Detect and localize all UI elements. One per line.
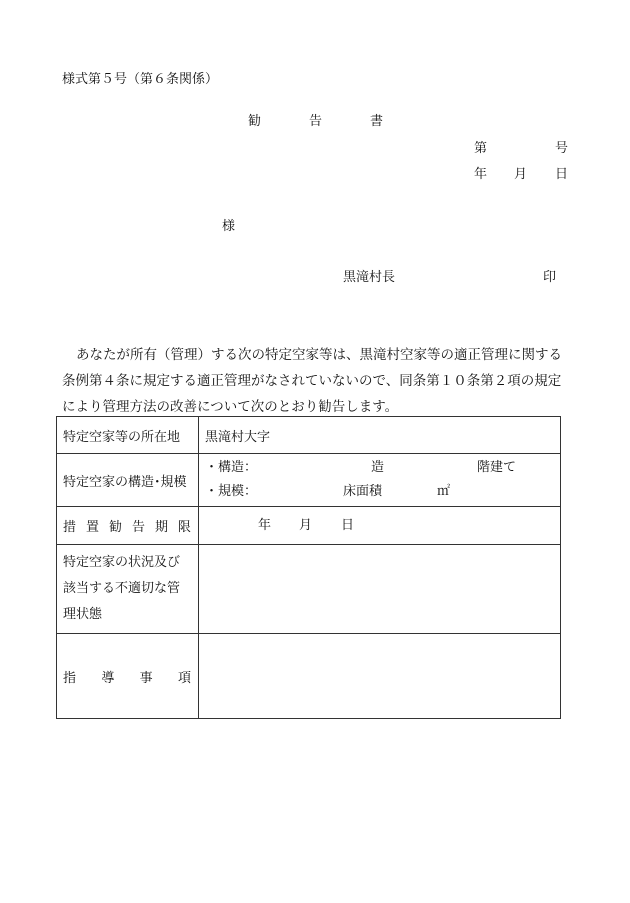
seal-mark: 印 bbox=[543, 270, 557, 285]
recommendation-table bbox=[56, 416, 561, 719]
title-char-2: 告 bbox=[309, 114, 323, 129]
guidance-char-4: 項 bbox=[177, 670, 191, 686]
deadline-char-2: 置 bbox=[85, 520, 99, 535]
structure-prefix: ・構造： bbox=[205, 460, 258, 475]
structure-label: 特定空家の構造･規模 bbox=[57, 454, 199, 507]
document-number-label: 第 bbox=[474, 141, 488, 156]
form-number: 様式第５号（第６条関係） bbox=[62, 72, 219, 87]
guidance-label bbox=[57, 634, 199, 719]
addressee-suffix: 様 bbox=[222, 219, 236, 234]
floor-area-label: 床面積 bbox=[343, 484, 383, 499]
condition-label-line-3: 理状態 bbox=[63, 607, 103, 622]
table-row bbox=[57, 634, 561, 719]
floors-unit: 階建て bbox=[477, 460, 517, 475]
document-number-suffix: 号 bbox=[555, 141, 569, 156]
structure-value bbox=[199, 454, 561, 507]
guidance-char-3: 事 bbox=[139, 670, 153, 686]
condition-label-line-1: 特定空家の状況及び bbox=[63, 555, 181, 570]
date-day-label: 日 bbox=[555, 167, 569, 182]
location-label: 特定空家等の所在地 bbox=[57, 417, 199, 454]
condition-value bbox=[199, 545, 561, 634]
deadline-day: 日 bbox=[341, 517, 355, 533]
table-row bbox=[57, 545, 561, 634]
guidance-value bbox=[199, 634, 561, 719]
deadline-char-3: 勧 bbox=[108, 520, 122, 535]
title-char-3: 書 bbox=[370, 114, 384, 129]
body-paragraph: あなたが所有（管理）する次の特定空家等は、黒滝村空家等の適正管理に関する条例第４条に規定する適正管理がなされていないので、同条第１０条第２項の規定により管理方法の改善について次のとおり勧告します。 bbox=[62, 347, 562, 415]
guidance-char-2: 導 bbox=[101, 670, 115, 686]
deadline-char-1: 措 bbox=[63, 520, 77, 535]
guidance-char-1: 指 bbox=[63, 670, 77, 686]
table-row bbox=[57, 417, 561, 454]
structure-unit: 造 bbox=[371, 460, 385, 475]
area-unit: ㎡ bbox=[437, 484, 451, 499]
deadline-char-6: 限 bbox=[177, 520, 191, 535]
deadline-char-5: 期 bbox=[154, 520, 168, 535]
deadline-year: 年 bbox=[258, 517, 272, 533]
condition-label-line-2: 該当する不適切な管 bbox=[63, 581, 181, 596]
location-value: 黒滝村大字 bbox=[199, 417, 561, 454]
scale-prefix: ・規模： bbox=[205, 484, 258, 499]
title-char-1: 勧 bbox=[248, 114, 262, 129]
condition-label bbox=[57, 545, 199, 634]
date-month-label: 月 bbox=[514, 167, 528, 182]
table-row bbox=[57, 507, 561, 545]
deadline-value bbox=[199, 507, 561, 545]
date-year-label: 年 bbox=[474, 167, 488, 182]
sender-name: 黒滝村長 bbox=[343, 270, 396, 285]
deadline-char-4: 告 bbox=[131, 520, 145, 535]
deadline-month: 月 bbox=[299, 517, 313, 533]
document-title bbox=[248, 110, 383, 129]
deadline-label bbox=[57, 507, 199, 545]
table-row bbox=[57, 454, 561, 507]
